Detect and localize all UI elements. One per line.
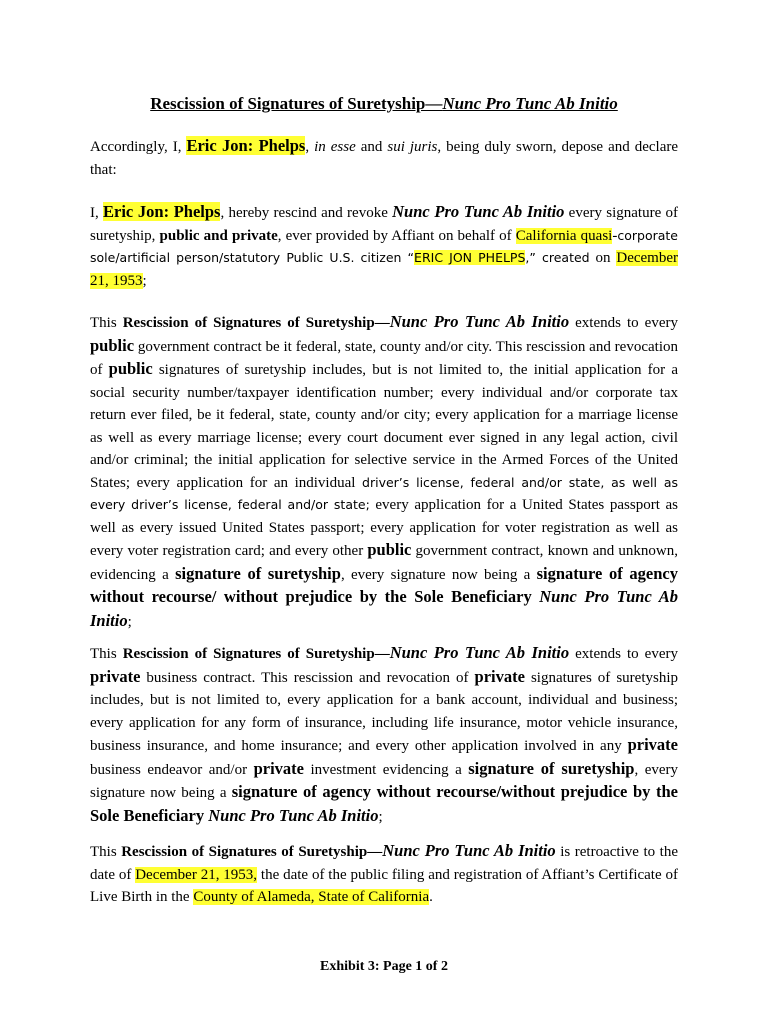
paragraph-declaration bbox=[90, 135, 678, 181]
text-run: government contract be it federal, state, county and/or city. This rescission and revocation of bbox=[90, 338, 678, 378]
public-word: public bbox=[108, 359, 153, 378]
highlighted-name: Eric Jon: Phelps bbox=[186, 136, 306, 155]
private-word: private bbox=[253, 758, 304, 778]
highlighted-county: County of Alameda, State of California bbox=[193, 889, 430, 905]
text-run: ; bbox=[378, 808, 383, 825]
text-run: and bbox=[355, 139, 388, 155]
text-run: This bbox=[90, 315, 123, 331]
nunc-pro-tunc-phrase: Nunc Pro Tunc Ab Initio bbox=[90, 587, 678, 630]
paragraph-rescind bbox=[90, 201, 678, 292]
document-title bbox=[0, 94, 768, 114]
highlighted-caps-name: ERIC JON PHELPS bbox=[414, 250, 526, 265]
public-private-text: public and private bbox=[159, 227, 278, 244]
signature-agency-phrase: signature of agency without recourse/ without prejudice by the Sole Beneficiary bbox=[90, 563, 679, 606]
sui-juris-text: sui juris bbox=[387, 139, 438, 155]
text-run: , being duly sworn, depose and declare that: bbox=[90, 139, 679, 178]
nunc-pro-tunc-phrase: Nunc Pro Tunc Ab Initio bbox=[392, 202, 565, 221]
paragraph-public bbox=[90, 311, 678, 633]
signature-suretyship-phrase: signature of suretyship bbox=[175, 563, 341, 583]
text-run: signatures of suretyship includes, but is not limited to, the initial application for a social security number/taxpayer identification number; every individual and/or corporate tax return ever filed, be it federal, state, county and/or city; every application for a marriage license as well as every marriage license; every court document ever signed in any legal action, civil and/or criminal; the initial application for selective service in the Armed Forces of the United States; every application for an individual bbox=[90, 362, 678, 491]
nunc-pro-tunc-phrase: Nunc Pro Tunc Ab Initio bbox=[382, 841, 556, 860]
text-run: ,” created bbox=[525, 250, 590, 265]
text-run: driver’s license, federal and/or state, as well as every driver’s license, federal and/or state; bbox=[90, 474, 678, 512]
text-run: signatures of suretyship includes, but is not limited to, every application for a bank account, individual and business; every application for any form of insurance, including life insurance, motor vehicle insurance, business insurance, and home insurance; and every other application involved in any bbox=[90, 669, 678, 754]
nunc-pro-tunc-phrase: Nunc Pro Tunc Ab Initio bbox=[389, 643, 570, 662]
text-run: ; bbox=[127, 613, 132, 630]
text-run: - bbox=[612, 227, 618, 244]
text-run: extends to every bbox=[569, 646, 678, 662]
text-run: This bbox=[90, 844, 122, 860]
text-run: the date of the public filing and registration of Affiant’s Certificate of Live Birth in the bbox=[90, 866, 678, 905]
text-run: business endeavor and/or bbox=[90, 761, 254, 778]
in-esse-text: in esse bbox=[314, 139, 356, 155]
text-run: corporate sole/artificial person/statutory Public U.S. citizen “ bbox=[90, 227, 678, 265]
text-run: This bbox=[90, 646, 123, 662]
highlighted-date: December 21, 1953, bbox=[135, 866, 258, 883]
text-run: every signature of suretyship, bbox=[90, 205, 678, 244]
title-main: Rescission of Signatures of Suretyship— bbox=[150, 94, 443, 113]
private-word: private bbox=[474, 666, 525, 686]
rescission-phrase: Rescission of Signatures of Suretyship— bbox=[122, 315, 390, 331]
text-run: . bbox=[429, 889, 433, 905]
text-run: , every signature now being a bbox=[340, 566, 537, 583]
text-run: investment evidencing a bbox=[304, 761, 469, 778]
text-run: ; bbox=[142, 272, 147, 289]
text-run: every application for a United States passport as well as every issued United States passport; every application for voter registration as well as every voter registration card; and every other bbox=[90, 497, 678, 559]
rescission-phrase: Rescission of Signatures of Suretyship— bbox=[121, 844, 383, 860]
text-run: is retroactive to the date of bbox=[90, 844, 678, 883]
rescission-phrase: Rescission of Signatures of Suretyship— bbox=[122, 646, 390, 662]
page-footer: Exhibit 3: Page 1 of 2 bbox=[320, 959, 448, 974]
highlighted-california: California quasi bbox=[515, 227, 613, 244]
title-italic: Nunc Pro Tunc Ab Initio bbox=[442, 94, 618, 113]
public-word: public bbox=[90, 335, 135, 355]
text-run: I, bbox=[90, 205, 104, 221]
text-run: extends to every bbox=[569, 315, 678, 331]
text-run: business contract. This rescission and revocation of bbox=[140, 669, 475, 686]
text-run: , hereby rescind and revoke bbox=[220, 205, 393, 221]
highlighted-date: December 21, 1953 bbox=[90, 250, 679, 289]
private-word: private bbox=[90, 666, 141, 686]
text-run: , ever provided by Affiant on behalf of bbox=[277, 227, 516, 244]
paragraph-retroactive bbox=[90, 840, 678, 909]
text-run: on bbox=[589, 250, 617, 266]
text-run: , every signature now being a bbox=[90, 761, 678, 801]
text-run: Accordingly, I, bbox=[90, 139, 187, 155]
paragraph-private bbox=[90, 642, 678, 828]
signature-agency-phrase: signature of agency without recourse/without prejudice by the Sole Beneficiary bbox=[90, 782, 678, 825]
public-word: public bbox=[367, 540, 412, 559]
nunc-pro-tunc-phrase: Nunc Pro Tunc Ab Initio bbox=[208, 805, 379, 825]
signature-suretyship-phrase: signature of suretyship bbox=[468, 758, 635, 778]
highlighted-name: Eric Jon: Phelps bbox=[103, 202, 221, 221]
text-run: government contract, known and unknown, evidencing a bbox=[90, 543, 678, 583]
text-run: , bbox=[305, 139, 315, 155]
private-word: private bbox=[627, 735, 678, 754]
nunc-pro-tunc-phrase: Nunc Pro Tunc Ab Initio bbox=[389, 312, 570, 331]
